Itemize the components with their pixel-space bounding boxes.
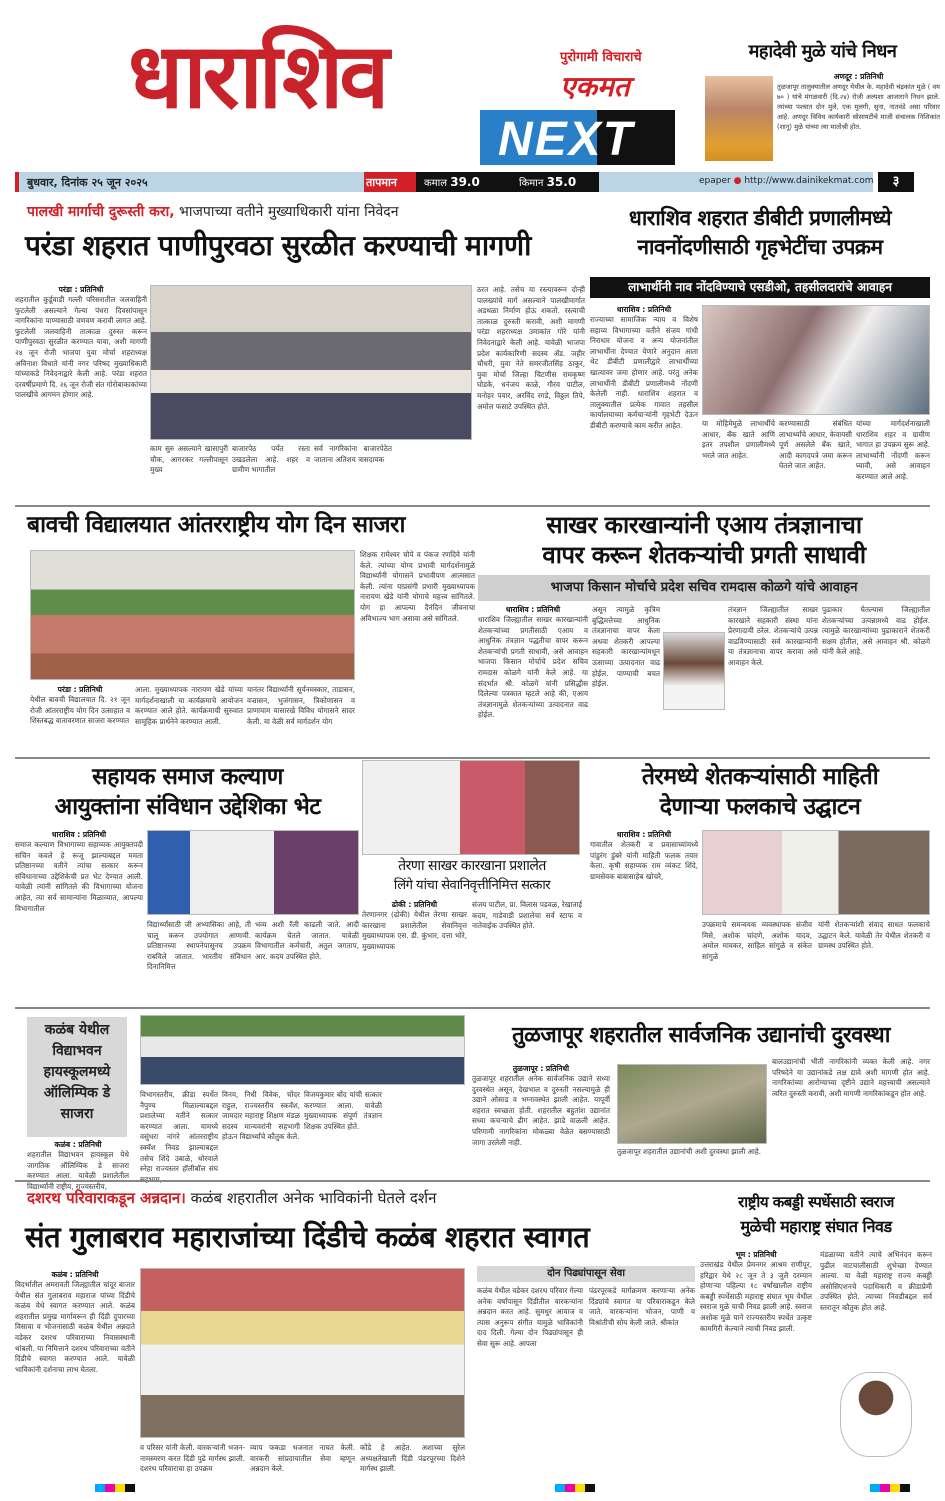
headline: बावची विद्यालयात आंतरराष्ट्रीय योग दिन साजरा	[27, 512, 405, 538]
dateline: धाराशिव : प्रतिनिधी	[616, 830, 672, 839]
body-col: विद्यार्थ्यांसाठी जी अभ्यासिका आहे, ती चालू करून उपयोगात आणावी. प्रतिष्ठानच्या स्थापनेपासूनच उपक्रम राबविले जातात. भारतीय संविधान दिनानिमित्त	[147, 920, 251, 972]
body-col: व्याप फकडा भजनात नाचत केली. वारकरी सांप्रदायातील सेवा म्हणून अन्नदान केले.	[250, 1443, 355, 1474]
photo-felicitation	[147, 830, 359, 915]
headline-line2: वापर करून शेतकऱ्यांची प्रगती साधावी	[542, 541, 866, 569]
photo-garden	[617, 1064, 767, 1144]
headline-line2: आयुक्तांना संविधान उद्देशिका भेट	[54, 794, 321, 820]
headline: कळंब येथील विद्याभवन हायस्कूलमध्ये ऑलिम्पिक डे साजरा	[43, 1022, 111, 1122]
body-col: पंढरपूरकडे मार्गक्रमण करणाऱ्या अनेक दिंड्यांचे स्वागत या परिवाराकडून केले जाते. वारकऱ्यांना भोजन, पाणी व विश्रांतीची सोय केली जाते. श्रीकांत	[589, 1286, 695, 1327]
body-col: भव्य अशी रॅली काढली जाते. आदी कार्यक्रम घेतले जातात. यावेळी विभागातील कर्मचारी, अतुल जगताप, आर. कदम उपस्थित होते.	[255, 920, 359, 961]
headline-line2: मुळेची महाराष्ट्र संघात निवड	[740, 1217, 892, 1236]
max-label: कमाल	[424, 178, 448, 189]
body-col: सर्व नागरिकांना बाजारपेठेत जाताना अतिशय त्रासदायक	[314, 444, 392, 464]
obituary-headline: महादेवी मुळे यांचे निधन	[748, 41, 897, 62]
website-link[interactable]: http://www.dainikekmat.com	[744, 176, 874, 186]
dateline: धाराशिव : प्रतिनिधी	[505, 605, 561, 614]
ekmat-tagline: पुरोगामी विचाराचे	[560, 50, 642, 65]
body-col: कळंब येथील वडेकर दशरथ परिवार गेल्या अनेक वर्षांपासून दिंडीतील वारकऱ्यांना अन्नदान करत आहे. सुमधुर आवाज व त्यास अनुरूप संगीत यामुळे भाविकांनी दाद दिली. गेल्या दोन पिढ्यांपासून ही सेवा सुरू आहे. आपला	[477, 1286, 583, 1348]
kicker-red: पालखी मार्गाची दुरूस्ती करा,	[27, 204, 175, 220]
article-sakhar-ai	[478, 510, 930, 752]
body-col: यानंतर विद्यार्थ्यांनी सूर्यनमस्कार, ताडासन, वज्रासन, भुजंगासन, त्रिकोणासन व प्राणायाम यासारखे विविध योगासने सादर केली. या वेळी सर्व मार्गदर्शन योग	[247, 685, 355, 726]
masthead-title: धाराशिव	[128, 24, 386, 129]
headline-line1: राष्ट्रीय कबड्डी स्पर्धेसाठी स्वराज	[738, 1193, 894, 1211]
kicker: कळंब शहरातील अनेक भाविकांनी घेतले दर्शन	[190, 1189, 437, 1207]
headline-line1: धाराशिव शहरात डीबीटी प्रणालीमध्ये	[628, 206, 892, 230]
sidebar-box	[477, 1266, 695, 1476]
body-col: तेरणानगर (ढोकी) येथील तेरणा साखर कारखाना प्रशालेतील सेवानिवृत्त मुख्याध्यापक एस. डी. कुंभार, दत्ता भोरे, मुख्याध्यापक	[362, 910, 467, 951]
dateline: कळंब : प्रतिनिधी	[51, 1270, 99, 1279]
divider	[15, 757, 930, 759]
body-col: पुढाकार घेतल्यास जिल्ह्यातील शेतकऱ्यांच्या उत्पन्नामध्ये वाढ होईल. त्यामुळे कारखान्यांच्या पुढाकाराने शेतकरी सक्षम होतील, असे आवाहन श्री. कोळगे यांनी केले आहे.	[822, 605, 930, 657]
article-yoga	[15, 510, 475, 752]
article-dbt	[590, 205, 930, 500]
body-col: धाराशिव जिल्ह्यातील साखर कारखान्यांनी शेतकऱ्यांच्या प्रगतीसाठी एआय व आधुनिक तंत्रज्ञान पद्धतीचा वापर करून शेतकऱ्यांची प्रगती साधावी, असे आवाहन भाजपा किसान मोर्चाचे प्रदेश सचिव रामदास कोळगे यांनी केले आहे. या संदर्भात श्री. कोळगे यांनी प्रसिद्धीस दिलेल्या पत्रकात म्हटले आहे की, एआय तंत्रज्ञानामुळे शेतकऱ्यांच्या उत्पादनात वाढ होईल.	[478, 615, 588, 720]
body-col: विदर्भातील अमरावती जिल्ह्यातील चांदूर बाजार येथील संत गुलाबराव महाराज यांच्या दिंडीचे कळंब येथे स्वागत करण्यात आले. कळंब शहरातील प्रमुख मार्गावरून ही दिंडी दुपारच्या विसावा व भोजनासाठी कळंब येथील अन्नदाते वडेकर दशरथ परिवाराच्या निवासस्थानी थांबली. या निमित्ताने दशरथ परिवाराच्या वतीने दिंडीचे स्वागत करण्यात आले. यावेळी भाविकांनी दर्शनाचा लाभ घेतला.	[15, 1280, 135, 1374]
article-kabaddi	[700, 1192, 932, 1478]
body-col: आला. मुख्याध्यापक नारायण खेडे यांच्या मार्गदर्शनाखाली या कार्यक्रमाचे आयोजन करण्यात आले होते. कार्यक्रमाची सुरुवात सामूहिक प्रार्थनेने करण्यात आली.	[135, 685, 243, 726]
body-col: शहरातील कुर्डूवाडी गल्ली परिसरातील जलवाहिनी फुटलेली असल्याने गेल्या पंधरा दिवसांपासून नागरिकांना पाण्यासाठी वणवण करावी लागत आहे. फुटलेली जलवाहिनी तात्काळ दुरुस्त करून पाणीपुरवठा सुरळीत करण्यात यावा, अशी मागणी २४ जून रोजी भाजपा युवा मोर्चा शहराध्यक्ष अविनाश विधाते यांनी नगर परिषद मुख्याधिकारी यांच्याकडे निवेदनाद्वारे केली आहे. परंडा शहरात दरवर्षीप्रमाणे दि. २६ जून रोजी संत गोरोबाकाकांच्या पालखीचे आगमन होणार आहे.	[15, 295, 147, 400]
headline: परंडा शहरात पाणीपुरवठा सुरळीत करण्याची मागणी	[25, 229, 531, 262]
body-col: तंत्रज्ञान जिल्ह्यातील साखर कारखाने सहकारी संस्था यांना प्रेरणादायी ठरेल. शेतकऱ्यांचे उत्पन्न वाढविण्यासाठी सर्व कारखान्यांनी या तंत्रज्ञानाचा वापर करावा असे आवाहन केले.	[728, 605, 818, 667]
body-col: समाज कल्याण विभागाच्या सहाय्यक आयुक्तपदी सचिन कवले हे रूजू झाल्याबद्दल ममता प्रतिष्ठानच्या वतीने त्यांचा सत्कार करून संविधानाच्या उद्देशिकेची प्रत भेट देण्यात आली. यावेळी त्यांनी सांगितले की विभागाच्या योजना आहेत, त्या सर्व सामान्यांना मिळाव्यात, आपल्या विभागातील	[15, 840, 143, 913]
obituary-body: तुळजापूर तालुक्यातील अणदूर येथील के. महादेवी चंद्रकांत मुळे ( वय ७० ) यांचे मंगळवारी (दि.२४) रोजी अल्पशा आजाराने निधन झाले. त्यांच्या पश्चात दोन मुले, एक मुलगी, सुना, नातवंडे असा परिवार आहे. अणदूर विविध कार्यकारी सोसायटीचे माजी संचालक निशिकांत (शानू) मुळे यांच्या त्या मातोश्री होत.	[777, 83, 940, 131]
kicker-red: दशरथ परिवाराकडून अन्नदान।	[27, 1189, 186, 1207]
body-col: बालउद्यानांची भीती नागरिकांनी व्यक्त केली आहे. नगर परिषदेने या उद्यानांकडे लक्ष द्यावे अशी मागणी होत आहे. नागरिकांच्या आरोग्याच्या दृष्टीने उद्याने महत्त्वाची असल्याने त्वरित दुरुस्ती करावी, अशी मागणी नागरिकांकडून होत आहे.	[772, 1057, 930, 1098]
body-col: विजयकुमार बोंद यांची सत्कार करण्यात आला. यावेळी मुख्याध्यापक संपूर्ण तंत्रज्ञान शिक्षक उपस्थित होते.	[304, 1090, 382, 1131]
photo-caption: तुळजापूर शहरातील उद्यानांची अशी दुरवस्था झाली आहे.	[617, 1147, 762, 1156]
body-col: करण्यासाठी संबंधित लाभार्थ्यांचे आधार, केवायसी पूर्ण असलेले बँक खाते, आदी कागदपत्रे जमा करून घेतले जात आहेत.	[779, 419, 852, 471]
next-logo	[480, 110, 675, 165]
subhead: लाभार्थीनी नाव नोंदविण्याचे एसडीओ, तहसीलदारांचे आवाहन	[590, 277, 930, 298]
dateline: कळंब : प्रतिनिधी	[54, 1140, 102, 1149]
kicker: भाजपाच्या वतीने मुख्याधिकारी यांना निवेदन	[179, 204, 399, 220]
page-number: ३	[878, 172, 914, 192]
max-temp: 39.0	[450, 175, 480, 189]
headline-line1: सहायक समाज कल्याण	[92, 764, 283, 790]
photo-ramdas-kolge	[663, 632, 725, 710]
date-bar	[15, 172, 873, 192]
body-col: शिक्षक रामेश्वर चोपे व पंकज रणदिवे यांनी केले. त्यांच्या योग्य प्रभावी मार्गदर्शनामुळे विद्यार्थ्यांनी योगासने प्रभावीपण आत्मसात केली. त्यांना याप्रसंगी प्रभारी मुख्याध्यापक नारायण खेडे यांनी योगाचे महत्त्व सांगितले. योग हा आपल्या दैनंदिन जीवनाचा अविभाज्य भाग असावा असे सांगितले.	[360, 550, 475, 623]
obituary-photo	[705, 76, 773, 161]
ekmat-logo: एकमत	[560, 70, 630, 103]
body-col: ठरत आहे. तसेच या रस्त्यावरून दोन्ही पालख्यांचे मार्ग असल्याने पालखीमार्गात अडथळा निर्माण होऊ शकतो. रस्त्याची तात्काळ दुरुस्ती करावी, अशी मागणी परंडा शहराध्यक्ष उमाकांत गोरे यांनी निवेदनाद्वारे केली आहे. यावेळी भाजपा प्रदेश कार्यकारिणी सदस्य ॲड. जहीर चौधरी, युवा नेते समरजीतसिंह ठाकूर, युवा मोर्चा जिल्हा चिटणीस रामकृष्ण घोडके, धनंजय काळे, गौरव पाटील, मनोहर पवार, अरविंद रगडे, विठ्ठल तिपे, अमोल फसाटे उपस्थित होते.	[477, 285, 585, 411]
obituary-dateline: अणदूर : प्रतिनिधी	[833, 72, 884, 81]
dateline: ढोकी : प्रतिनिधी	[391, 900, 438, 909]
headline-line2: देणाऱ्या फलकाचे उद्घाटन	[659, 794, 861, 820]
body-col: यांच्या मार्गदर्शनाखाली धाराशिव शहर व ग्रामीण भागात हा उपक्रम सुरू आहे. लाभार्थ्यांनी नोंदणी करून घ्यावी, असे आवाहन करण्यात आले आहे.	[856, 419, 930, 481]
dateline: परंडा : प्रतिनिधी	[57, 685, 103, 694]
dateline: परंडा : प्रतिनिधी	[58, 285, 104, 294]
divider	[15, 505, 930, 507]
dateline: भूम : प्रतिनिधी	[735, 1250, 777, 1259]
article-sahayak	[15, 762, 360, 987]
obituary	[705, 40, 940, 165]
article-terna	[362, 760, 582, 987]
body-col: काम सुरु असल्याने खासापुरी चौक, आगरकर गल्लीपासून मुख्य	[150, 444, 228, 475]
min-label: किमान	[519, 178, 544, 189]
headline-box	[27, 1017, 127, 1137]
photo-olympic-day	[140, 1015, 465, 1085]
body-col: गावातील शेतकरी व प्रवासाच्यांमध्ये पांडुरंग डुंबरे यांनी माहिती फलक तयार केला. कृषी सहाय्यक राम व्यंकट शिंदे, ग्रामसेवक बाबासाहेब खोचरे,	[590, 840, 698, 881]
epaper-label: epaper	[699, 176, 731, 186]
dateline: धाराशिव : प्रतिनिधी	[51, 830, 107, 839]
headline: तुळजापूर शहरातील सार्वजनिक उद्यानांची दुरवस्था	[512, 1023, 890, 1048]
body-col: शहरातील विद्याभवन हायस्कूल येथे जागतिक ऑलिम्पिक डे साजरा करण्यात आला. यावेळी प्रशालेतील विद्यार्थ्यांनी राष्ट्रीय, राज्यस्तरीय,	[27, 1150, 129, 1191]
photo-dindi	[140, 1268, 465, 1438]
caption-line2: लिंगे यांचा सेवानिवृत्तीनिमित्त सत्कार	[393, 878, 551, 893]
body-col: असून त्यामुळे कृत्रिम बुद्धिमत्तेच्या आधुनिक तंत्रज्ञानाचा वापर केला अथवा शेतकरी आपल्या सहकारी कारखान्यांमधून ऊसाच्या उत्पादनात वाढ होईल. पाण्याची बचत होईल.	[592, 605, 660, 689]
photo-ter-board	[702, 830, 930, 915]
body-col: येथील बावची विद्यालयात दि. २१ जून रोजी आंतरराष्ट्रीय योग दिन उत्साहात व शिस्तबद्ध वातावरणात साजरा करण्यात	[30, 695, 130, 726]
headline-line2: नावनोंदणीसाठी गृहभेटींचा उपक्रम	[637, 235, 883, 259]
headline: संत गुलाबराव महाराजांच्या दिंडीचे कळंब शहरात स्वागत	[25, 1220, 590, 1254]
subhead: भाजपा किसान मोर्चाचे प्रदेश सचिव रामदास कोळगे यांचे आवाहन	[478, 575, 930, 601]
globe-icon: ●	[733, 176, 742, 186]
dateline: तुळजापूर : प्रतिनिधी	[512, 1064, 570, 1073]
divider	[15, 1007, 930, 1009]
dateline: धाराशिव : प्रतिनिधी	[616, 305, 672, 314]
article-kalamb-olympic	[15, 1012, 470, 1191]
article-ter	[590, 762, 930, 987]
issue-date: बुधवार, दिनांक २५ जून २०२५	[27, 176, 148, 189]
body-col: यांनी शेतकऱ्यांशी संवाद साधत फलकाचे उद्घाटन केले. यावेळी तेर येथील शेतकरी व ग्रामस्थ उपस्थित होते.	[818, 920, 930, 951]
temperature-label: तापमान	[364, 172, 416, 192]
temperature-box	[364, 172, 599, 192]
headline-line1: तेरमध्ये शेतकऱ्यांसाठी माहिती	[641, 764, 879, 790]
body-col: उत्तराखंड येथील प्रेमनगर आश्रम राणीपूर, हरिद्वार येथे २८ जून ते ३ जुलै दरम्यान होणाऱ्या पहिल्या १८ वर्षांखालील राष्ट्रीय कबड्डी स्पर्धेसाठी महाराष्ट्र संघात भूम येथील स्वराज मुळे याची निवड झाली आहे. स्वराज अशोक मुळे याने राज्यस्तरीय स्पर्धेत उत्कृष्ट कामगिरी केल्याने त्याची निवड झाली.	[700, 1260, 812, 1333]
box-title: दोन पिढ्यांपासून सेवा	[477, 1266, 695, 1282]
min-temp: 35.0	[546, 175, 577, 189]
body-col: राज्याच्या सामाजिक न्याय व विशेष सहाय्य विभागाच्या वतीने संजय गांधी निराधार योजना व अन्य योजनांतील लाभार्थीना देण्यात येणारे अनुदान आता थेट डीबीटी प्रणालीद्वारे लाभार्थीच्या खात्यावर जमा होणार आहे. परंतु अनेक लाभार्थीनी डीबीटी प्रणालीमध्ये नोंदणी केलेली नाही. धाराशिव शहरात व तालुक्यातील प्रत्येक गावात तहसील कार्यालयाच्या कर्मचाऱ्यांनी गृहभेटी देऊन डीबीटी करण्याचे काम करीत आहेत.	[590, 315, 698, 430]
body-col: बाजारपेठ पर्यंत रस्ता उखडलेला आहे. शहर व ग्रामीण भागातील	[232, 444, 310, 475]
body-col: मंडळाच्या वतीने त्याचे अभिनंदन करून पुढील वाटचालीसाठी शुभेच्छा देण्यात आल्या. या वेळी महाराष्ट्र राज्य कबड्डी असोसिएशनचे पदाधिकारी व क्रीडाप्रेमी उपस्थित होते. त्याच्या निवडीबद्दल सर्व स्तरातून कौतुक होत आहे.	[820, 1250, 932, 1312]
photo-yoga	[30, 550, 355, 680]
body-col: विनय, निधी विवेक, चोंदर राहुल, राज्यस्तरीय स्कवॅश, जामदार महाराष्ट्र शिक्षण मंडळ सदस्य मान्यवरांनी सहभागी होऊन विद्यार्थ्यांचे कौतुक केले.	[222, 1090, 300, 1142]
article-paranda	[15, 200, 585, 500]
photo-dbt-home-visit	[702, 305, 930, 415]
headline-line1: साखर कारखान्यांनी एआय तंत्रज्ञानाचा	[546, 511, 862, 539]
article-dindi	[15, 1188, 695, 1478]
body-col: कोंडे हे आहेत. अशाच्या सुरेल अध्यक्षतेखाली दिंडी पंढरपूरच्या दिशेने मार्गस्थ झाली.	[360, 1443, 465, 1474]
photo-memorandum	[150, 285, 472, 440]
print-color-marks	[0, 1484, 945, 1496]
photo-swaraj-mule	[840, 1372, 912, 1457]
body-col: या मोहिमेमुळे लाभार्थीचे आधार, बँक खाते आणि इतर तपशील प्रणालीमध्ये भरले जात आहेत.	[702, 419, 775, 460]
caption-line1: तेरणा साखर कारखाना प्रशालेत	[398, 858, 546, 874]
body-col: विभागस्तरीय, क्रीडा स्पर्धेत नैपुण्य मिळाल्याबद्दल प्रशालेच्या वतीने सत्कार करण्यात आला. यामध्ये वसुंधरा नांगरे आंतरराष्ट्रीय स्क्वॅश निवड झाल्याबद्दल तसेच शिंदे उबाळे, थोरवाले स्नेहा राज्यस्तर हॉलीबॉल संघ	[140, 1090, 218, 1174]
divider	[15, 1180, 930, 1182]
photo-terna-retirement	[362, 760, 580, 855]
body-col: उपक्रमाचे समन्वयक व्यवस्थापक संजीव मिसे, अशोक चांदणे, अशोक यादव, अमोल मावकर, साहिल सांगुळे व संकेत सांगुळे	[702, 920, 812, 961]
next-logo-text: NEXT	[498, 113, 635, 166]
article-tuljapur	[472, 1012, 930, 1177]
body-col: तुळजापूर शहरातील अनेक सार्वजनिक उद्याने सध्या दुरवस्थेत असून, देखभाल व दुरुस्ती नसल्यामुळे ही उद्याने ओसाड व भग्नावस्थेत झाली आहेत. यापूर्वी शहरात स्वच्छता होती. शहरातील बहुतांश उद्यानांत सध्या कचऱ्याचे ढीग आहेत. झाडे वाळली आहेत. परिणामी नागरिकांना मोकळ्या वेळेत बसण्यासाठी जागा उरलेली नाही.	[472, 1074, 610, 1147]
body-col: व परिसर यांनी केली. वारकऱ्यांनी भजन-नामस्मरण करत दिंडी पुढे मार्गस्थ झाली. दशरथ परिवाराचा हा उपक्रम	[140, 1443, 245, 1474]
body-col: संजय पाटील, प्रा. विलास पडवळ, रेखाताई कदम, गाडेवाडी प्रशालेचा सर्व स्टाफ व नातेवाईक उपस्थित होते.	[472, 900, 582, 931]
